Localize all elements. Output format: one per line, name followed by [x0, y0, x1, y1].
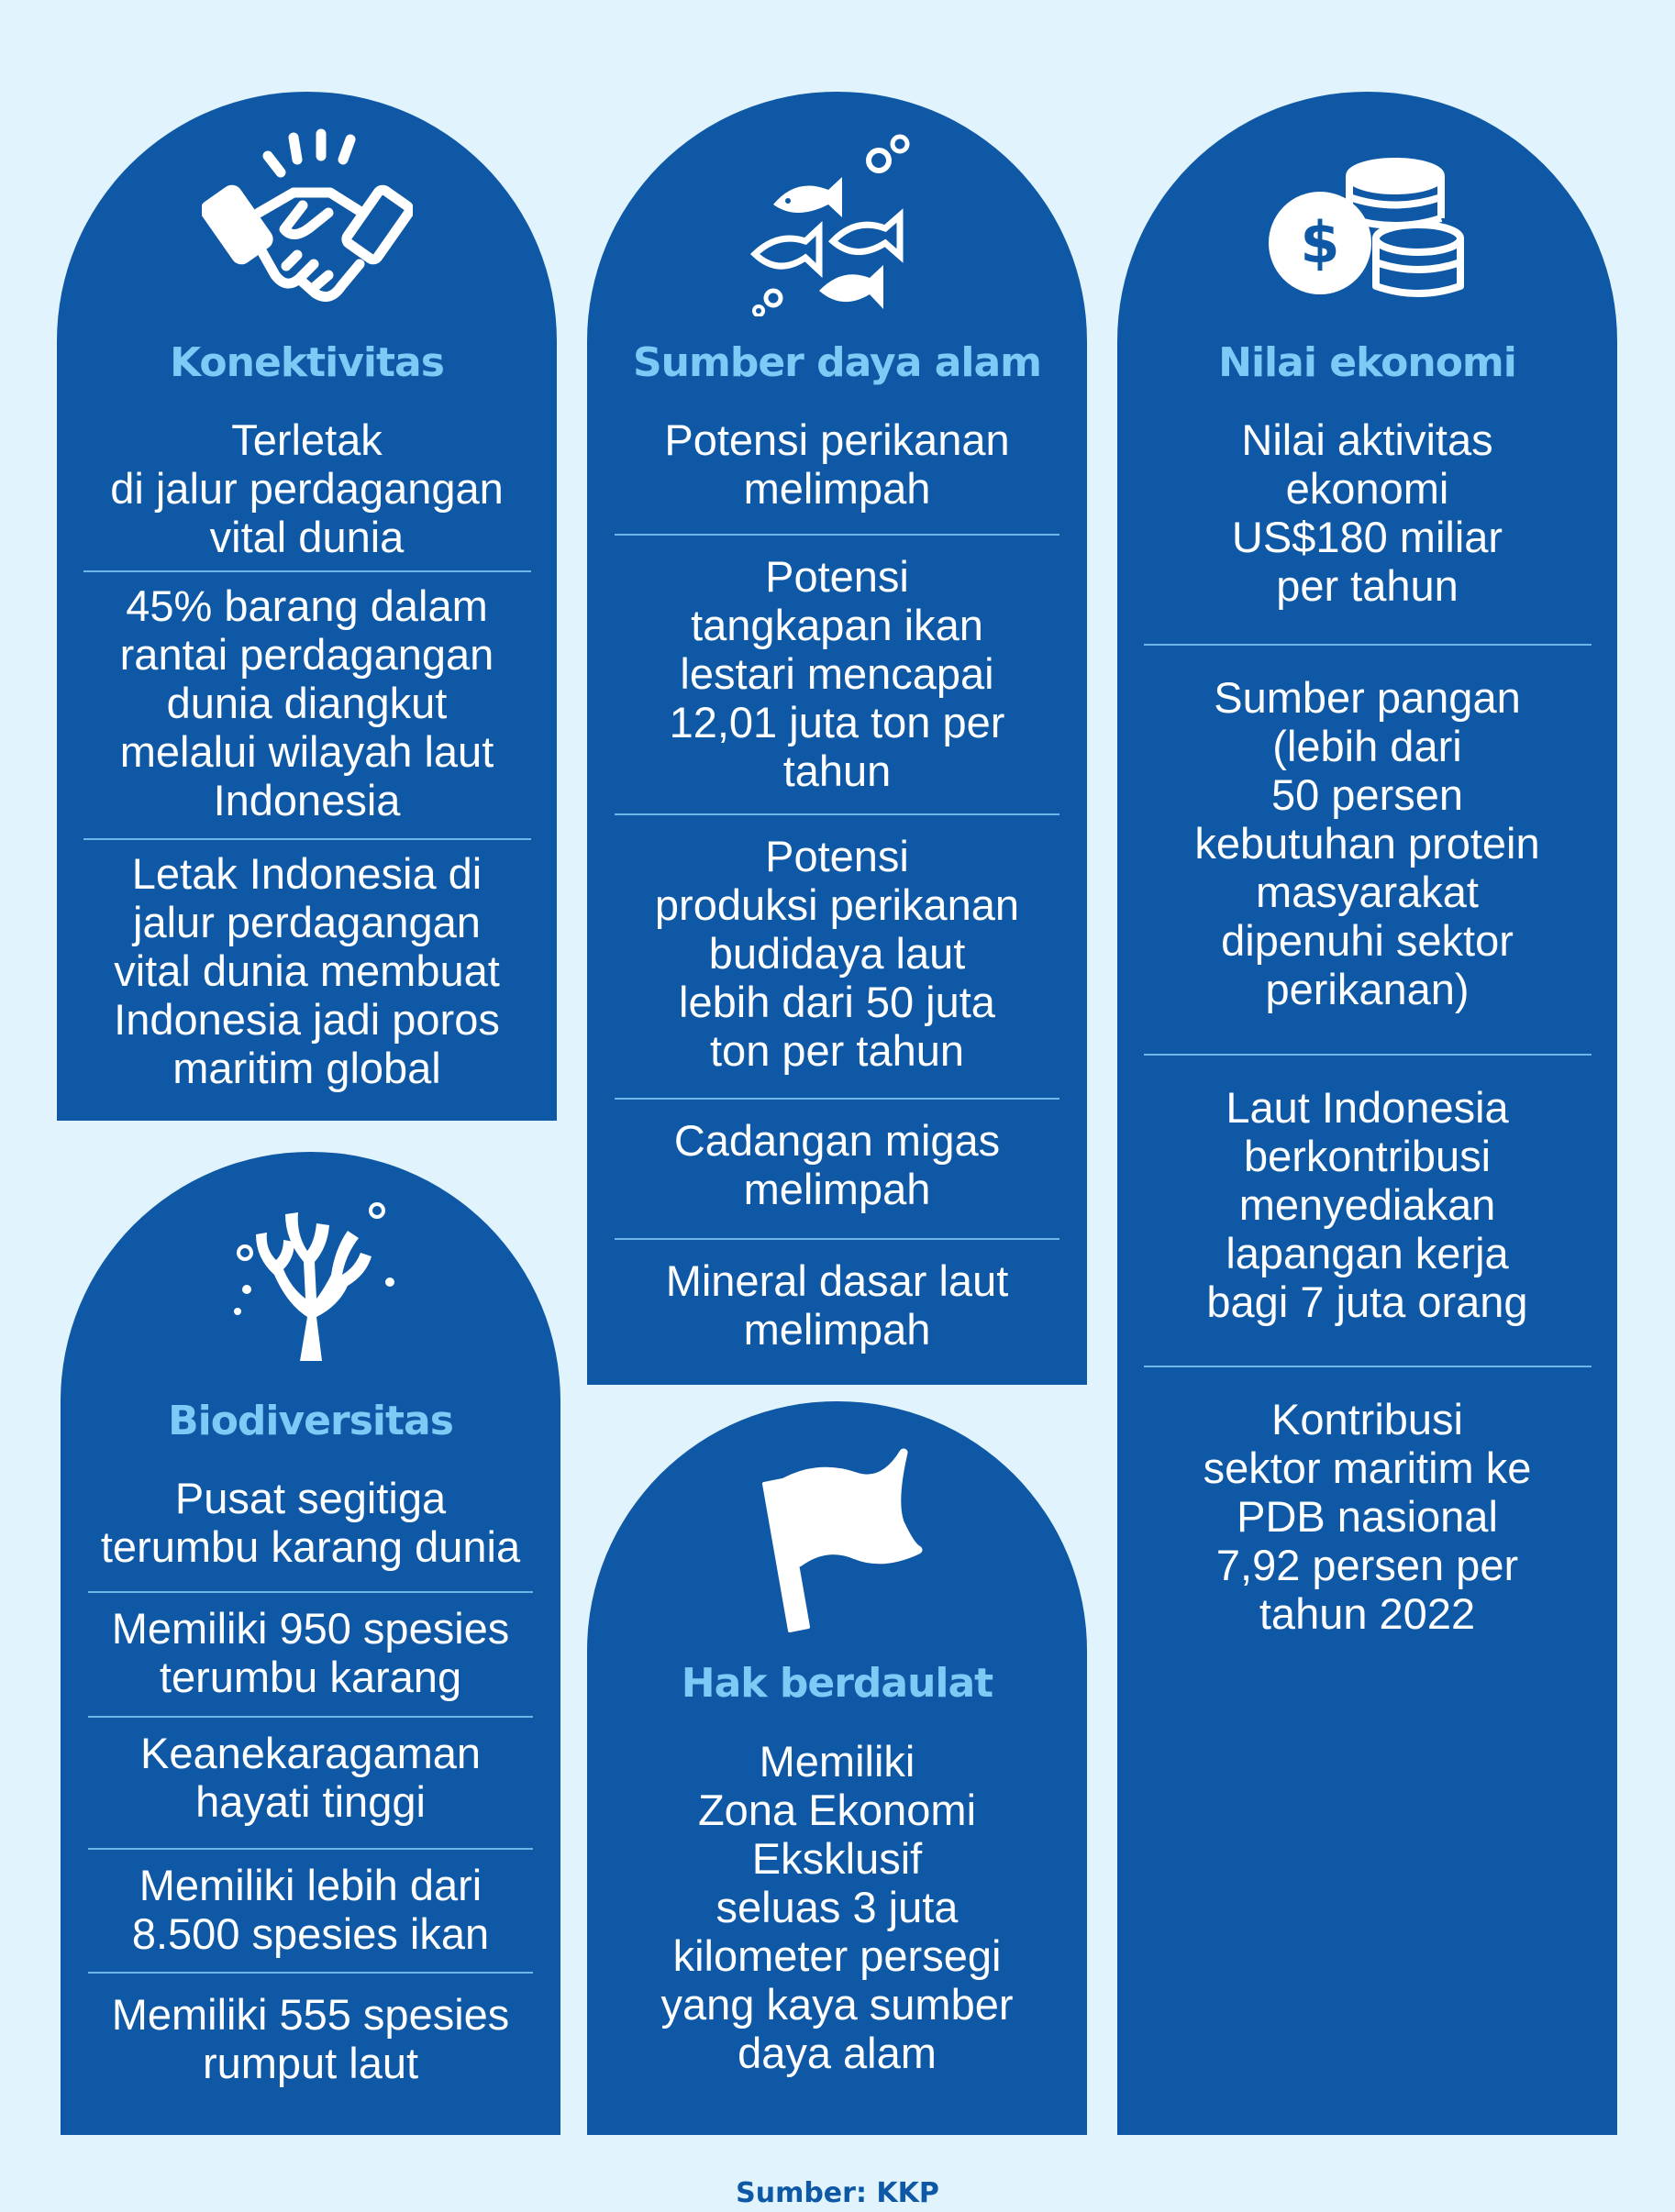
item-list: [1117, 410, 1617, 1642]
item-list: [61, 1468, 560, 2102]
item-list: [57, 410, 557, 1106]
card-konektivitas: [57, 92, 557, 1121]
list-item: Pusat segitiga terumbu karang dunia: [100, 1474, 521, 1571]
source-credit: Sumber: KKP: [736, 2177, 939, 2209]
list-item: Terletak di jalur perdagangan vital dunia: [110, 415, 504, 561]
list-item: Potensi tangkapan ikan lestari mencapai 12,01 juta ton per tahun: [669, 552, 1005, 795]
card-title: Konektivitas: [170, 339, 444, 386]
list-item: Keanekaragaman hayati tinggi: [139, 1729, 482, 1826]
item-list: [587, 1731, 1087, 2080]
card-hak-berdaulat: [587, 1401, 1087, 2135]
list-item: Kontribusi sektor maritim ke PDB nasional 7,92 persen per tahun 2022: [1203, 1395, 1532, 1638]
list-item: Cadangan migas melimpah: [673, 1116, 1001, 1213]
card-sumber-daya-alam: [587, 92, 1087, 1385]
list-item: Mineral dasar laut melimpah: [665, 1256, 1009, 1354]
list-item: Potensi produksi perikanan budidaya laut lebih dari 50 juta ton per tahun: [654, 832, 1020, 1075]
list-item: Memiliki lebih dari 8.500 spesies ikan: [131, 1861, 490, 1958]
svg-text:$: $: [1299, 209, 1340, 276]
coral-icon: [61, 1198, 560, 1363]
fish-icon: [587, 133, 1087, 316]
card-title: Biodiversitas: [168, 1398, 453, 1444]
list-item: Memiliki 950 spesies terumbu karang: [111, 1604, 510, 1701]
handshake-icon: [57, 128, 557, 312]
card-nilai-ekonomi: [1117, 92, 1617, 2135]
list-item: 45% barang dalam rantai perdagangan dunia diangkut melalui wilayah laut Indonesia: [119, 581, 494, 824]
card-biodiversitas: [61, 1152, 560, 2135]
card-title: Hak berdaulat: [681, 1660, 993, 1707]
card-title: Nilai ekonomi: [1218, 339, 1516, 386]
list-item: Sumber pangan (lebih dari 50 persen kebutuhan protein masyarakat dipenuhi sektor perikanan): [1194, 673, 1540, 1013]
list-item: Nilai aktivitas ekonomi US$180 miliar per tahun: [1231, 415, 1503, 610]
list-item: Letak Indonesia di jalur perdagangan vital dunia membuat Indonesia jadi poros maritim global: [114, 849, 500, 1092]
coins-icon: [1117, 156, 1617, 303]
card-title: Sumber daya alam: [632, 339, 1042, 386]
list-item: Potensi perikanan melimpah: [664, 415, 1010, 513]
flag-icon: [587, 1445, 1087, 1638]
list-item: Memiliki Zona Ekonomi Eksklusif seluas 3 juta kilometer persegi yang kaya sumber daya alam: [660, 1737, 1014, 2077]
list-item: Memiliki 555 spesies rumput laut: [111, 1990, 510, 2087]
item-list: [587, 410, 1087, 1377]
list-item: Laut Indonesia berkontribusi menyediakan lapangan kerja bagi 7 juta orang: [1206, 1083, 1528, 1326]
